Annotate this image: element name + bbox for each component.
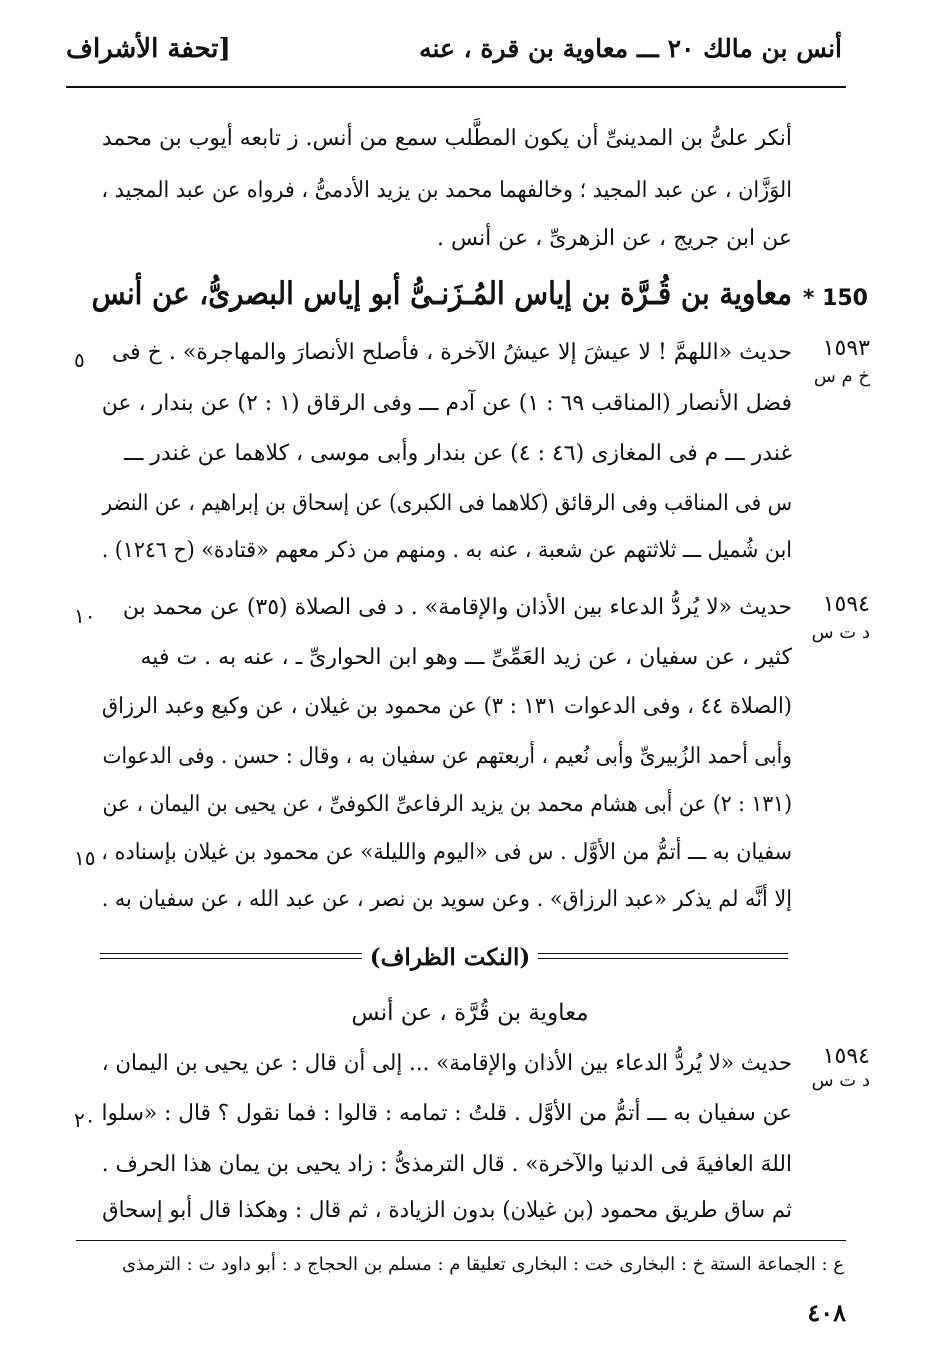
hadith-line: حديث «اللهمَّ ! لا عيشَ إلا عيشُ الآخرة ، فأصلح الأنصارَ والمهاجرة» . خ فى: [111, 340, 792, 365]
hadith-number: ١٥٩٤: [822, 1044, 870, 1069]
nukat-subheading: معاوية بن قُرَّة ، عن أنس: [351, 1000, 589, 1026]
margin-line-number: ٢٠: [74, 1108, 96, 1132]
margin-line-number: ٥: [74, 348, 85, 372]
nukat-line: عن سفيان به ـــ أتمُّ من الأوَّل . قلتُ : تمامه : قالوا : فما نقول ؟ قال : «سلوا: [101, 1101, 793, 1126]
footer-abbreviations: ع : الجماعة الستة خ : البخارى خت : البخارى تعليقا م : مسلم بن الحجاج د : أبو داود ت : الترمذى: [121, 1254, 844, 1275]
hadith-line: حديث «لا يُردُّ الدعاء بين الأذان والإقامة» . د فى الصلاة (٣٥) عن محمد بن: [122, 595, 792, 620]
nukat-line: ثم ساق طريق محمود (بن غيلان) بدون الزيادة ، ثم قال : وهكذا قال أبو إسحاق: [102, 1198, 793, 1223]
hadith-line: كثير ، عن سفيان ، عن زيد العَمِّىِّ ـــ وهو ابن الحوارىِّ ـ ، عنه به . ت فيه: [140, 645, 792, 670]
footer-rule: [76, 1240, 846, 1241]
hadith-line: وأبى أحمد الزُبيرىِّ وأبى نُعيم ، أربعتهم عن سفيان به ، وقال : حسن . وفى الدعوات: [102, 744, 792, 769]
hadith-line: سفيان به ـــ أتمُّ من الأوَّل . س فى «اليوم والليلة» عن محمود بن غيلان بإسناده ،: [101, 840, 792, 865]
intro-line: الوَزَّان ، عن عبد المجيد ؛ وخالفهما محمد بن يزيد الأدمىُّ ، فرواه عن عبد المجيد ،: [101, 178, 792, 203]
hadith-line: (الصلاة ٤٤ ، وفى الدعوات ١٣١ : ٣) عن محمود بن غيلان ، عن وكيع وعبد الرزاق: [101, 694, 792, 719]
section-number: 150 *: [802, 286, 868, 311]
nukat-heading: (النكت الظراف): [369, 944, 531, 971]
divider-rule-right: [538, 953, 788, 959]
book-title: [تحفة الأشراف: [66, 34, 231, 64]
running-title: أنس بن مالك ٢٠ ـــ معاوية بن قرة ، عنه: [419, 34, 842, 63]
hadith-line: فضل الأنصار (المناقب ٦٩ : ١) عن آدم ـــ وفى الرقاق (١ : ٢) عن بندار ، عن: [101, 391, 792, 416]
intro-line: عن ابن جريج ، عن الزهرىِّ ، عن أنس .: [437, 226, 792, 251]
header-rule: [66, 86, 846, 88]
nukat-line: اللهَ العافيةَ فى الدنيا والآخرة» . قال الترمذىُّ : زاد يحيى بن يمان هذا الحرف .: [101, 1152, 793, 1177]
hadith-line: غندر ـــ م فى المغازى (٤٦ : ٤) عن بندار وأبى موسى ، كلاهما عن غندر ـــ: [123, 441, 792, 466]
intro-line: أنكر علىُّ بن المدينىِّ أن يكون المطَّلب سمع من أنس. ز تابعه أيوب بن محمد: [101, 126, 793, 151]
section-title: معاوية بن قُـرَّة بن إياس المُـزَنـىُّ أبو إياس البصرىُّ، عن أنس: [91, 276, 792, 312]
hadith-number: ١٥٩٤: [822, 592, 870, 617]
hadith-number: ١٥٩٣: [822, 336, 870, 361]
hadith-line: (١٣١ : ٢) عن أبى هشام محمد بن يزيد الرفاعىِّ الكوفىِّ ، عن يحيى بن اليمان ، عن: [102, 792, 792, 817]
page-number: ٤٠٨: [807, 1298, 846, 1327]
nukat-line: حديث «لا يُردُّ الدعاء بين الأذان والإقامة» ... إلى أن قال : عن يحيى بن اليمان ،: [101, 1051, 793, 1076]
margin-line-number: ١٠: [74, 604, 96, 628]
hadith-line: إلا أنَّه لم يذكر «عبد الرزاق» . وعن سويد بن نصر ، عن عبد الله ، عن سفيان به .: [101, 887, 793, 912]
hadith-line: س فى المناقب وفى الرقائق (كلاهما فى الكبرى) عن إسحاق بن إبراهيم ، عن النضر: [102, 491, 792, 516]
hadith-sigla: د ت س: [811, 1070, 870, 1091]
hadith-sigla: خ م س: [813, 366, 870, 387]
divider-rule-left: [100, 953, 362, 959]
hadith-sigla: د ت س: [811, 622, 870, 643]
margin-line-number: ١٥: [74, 846, 96, 870]
hadith-line: ابن شُميل ـــ ثلاثتهم عن شعبة ، عنه به . ومنهم من ذكر معهم «قتادة» (ح ١٢٤٦) .: [101, 538, 793, 563]
